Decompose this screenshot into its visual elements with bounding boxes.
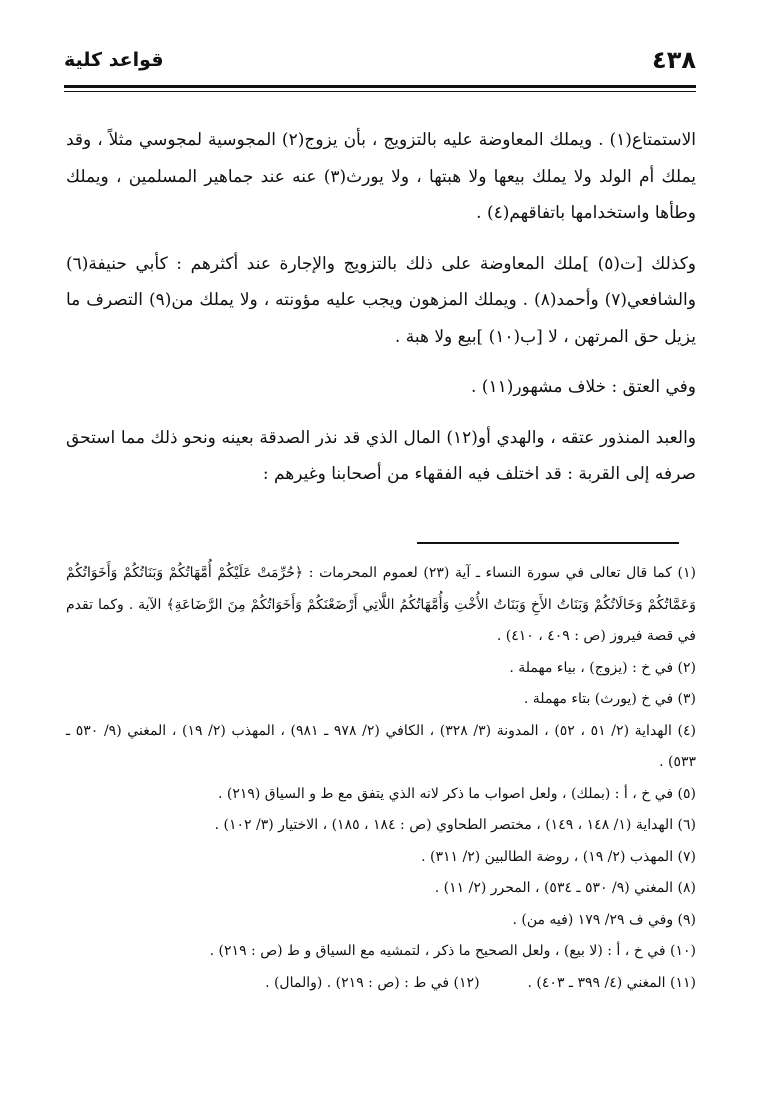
header-rule-thick [64, 85, 696, 88]
footnote-12: (١٢) في ط : (ص : ٢١٩) . (والمال) . [265, 974, 480, 991]
header-rule-thin [64, 91, 696, 92]
running-title: قواعد كلية [64, 49, 164, 71]
footnote-separator [417, 542, 679, 544]
paragraph-3: وفي العتق : خلاف مشهور(١١) . [471, 377, 696, 397]
footnote-5: (٥) في خ ، أ : (بملك) ، ولعل اصواب ما ذكر لانه الذي يتفق مع ط و السياق (٢١٩) . [217, 785, 696, 802]
footnote-row-11-12 [66, 968, 696, 1000]
footnotes [66, 558, 696, 999]
page-header [64, 42, 696, 82]
paragraph-2: وكذلك [ت(٥) ]ملك المعاوضة على ذلك بالتزويج والإجارة عند أكثرهم : كأبي حنيفة(٦) والشافعي(٧) وأحمد(٨) . ويملك المزهون ويجب عليه مؤونته ، ولا يملك من(٩) التصرف ما يزيل حق المرتهن ، لا [ب(١٠) ]بيع ولا هبة . [66, 253, 696, 347]
footnote-10: (١٠) في خ ، أ : (لا بيع) ، ولعل الصحيح ما ذكر ، لتمشيه مع السياق و ط (ص : ٢١٩) . [209, 943, 696, 959]
page-number: ٤٣٨ [652, 46, 696, 74]
footnote-2: (٢) في خ : (يزوج) ، بياء مهملة . [509, 659, 696, 676]
paragraph-1: الاستمتاع(١) . ويملك المعاوضة عليه بالتزويج ، بأن يزوج(٢) المجوسية لمجوسي مثلاً ، وقد يملك أم الولد ولا يملك بيعها ولا هبتها ، ولا يورث(٣) عنه عند جماهير المسلمين ، ويملك وطأها واستخدامها باتفاقهم(٤) . [66, 130, 697, 223]
footnote-1: (١) كما قال تعالى في سورة النساء ـ آية (٢٣) لعموم المحرمات : ﴿حُرِّمَتْ عَلَيْكُمْ أُمَّهَاتُكُمْ وَبَنَاتُكُمْ وَأَخَوَاتُكُمْ وَعَمَّاتُكُمْ وَخَالَاتُكُمْ وَبَنَاتُ الأَخِ وَبَنَاتُ الأُخْتِ وَأُمَّهَاتُكُمُ اللَّاتِي أَرْضَعْنَكُمْ وَأَخَوَاتُكُمْ مِنَ الرَّضَاعَةِ﴾ الآية . وكما تقدم في قصة فيروز (ص : ٤٠٩ ، ٤١٠) . [66, 565, 697, 644]
main-text [66, 122, 696, 493]
footnote-11: (١١) المغني (٤/ ٣٩٩ ـ ٤٠٣) . [527, 974, 696, 991]
footnote-9: (٩) وفي ف ٢٩/ ١٧٩ (فيه من) . [512, 911, 696, 928]
footnote-8: (٨) المغني (٩/ ٥٣٠ ـ ٥٣٤) ، المحرر (٢/ ١١) . [434, 880, 696, 896]
footnote-4: (٤) الهداية (٢/ ٥١ ، ٥٢) ، المدونة (٣/ ٣٢٨) ، الكافي (٢/ ٩٧٨ ـ ٩٨١) ، المهذب (٢/ ١٩) ، المغني (٩/ ٥٣٠ ـ ٥٣٣) . [66, 722, 697, 770]
footnote-6: (٦) الهداية (١/ ١٤٨ ، ١٤٩) ، مختصر الطحاوي (ص : ١٨٤ ، ١٨٥) ، الاختيار (٣/ ١٠٢) . [214, 817, 696, 833]
footnote-7: (٧) المهذب (٢/ ١٩) ، روضة الطالبين (٢/ ٣١١) . [421, 848, 696, 865]
paragraph-4: والعبد المنذور عتقه ، والهدي أو(١٢) المال الذي قد نذر الصدقة بعينه ونحو ذلك مما استحق صرفه إلى القربة : قد اختلف فيه الفقهاء من أصحابنا وغيرهم : [66, 427, 696, 484]
footnote-3: (٣) في خ (يورث) بتاء مهملة . [523, 691, 696, 707]
